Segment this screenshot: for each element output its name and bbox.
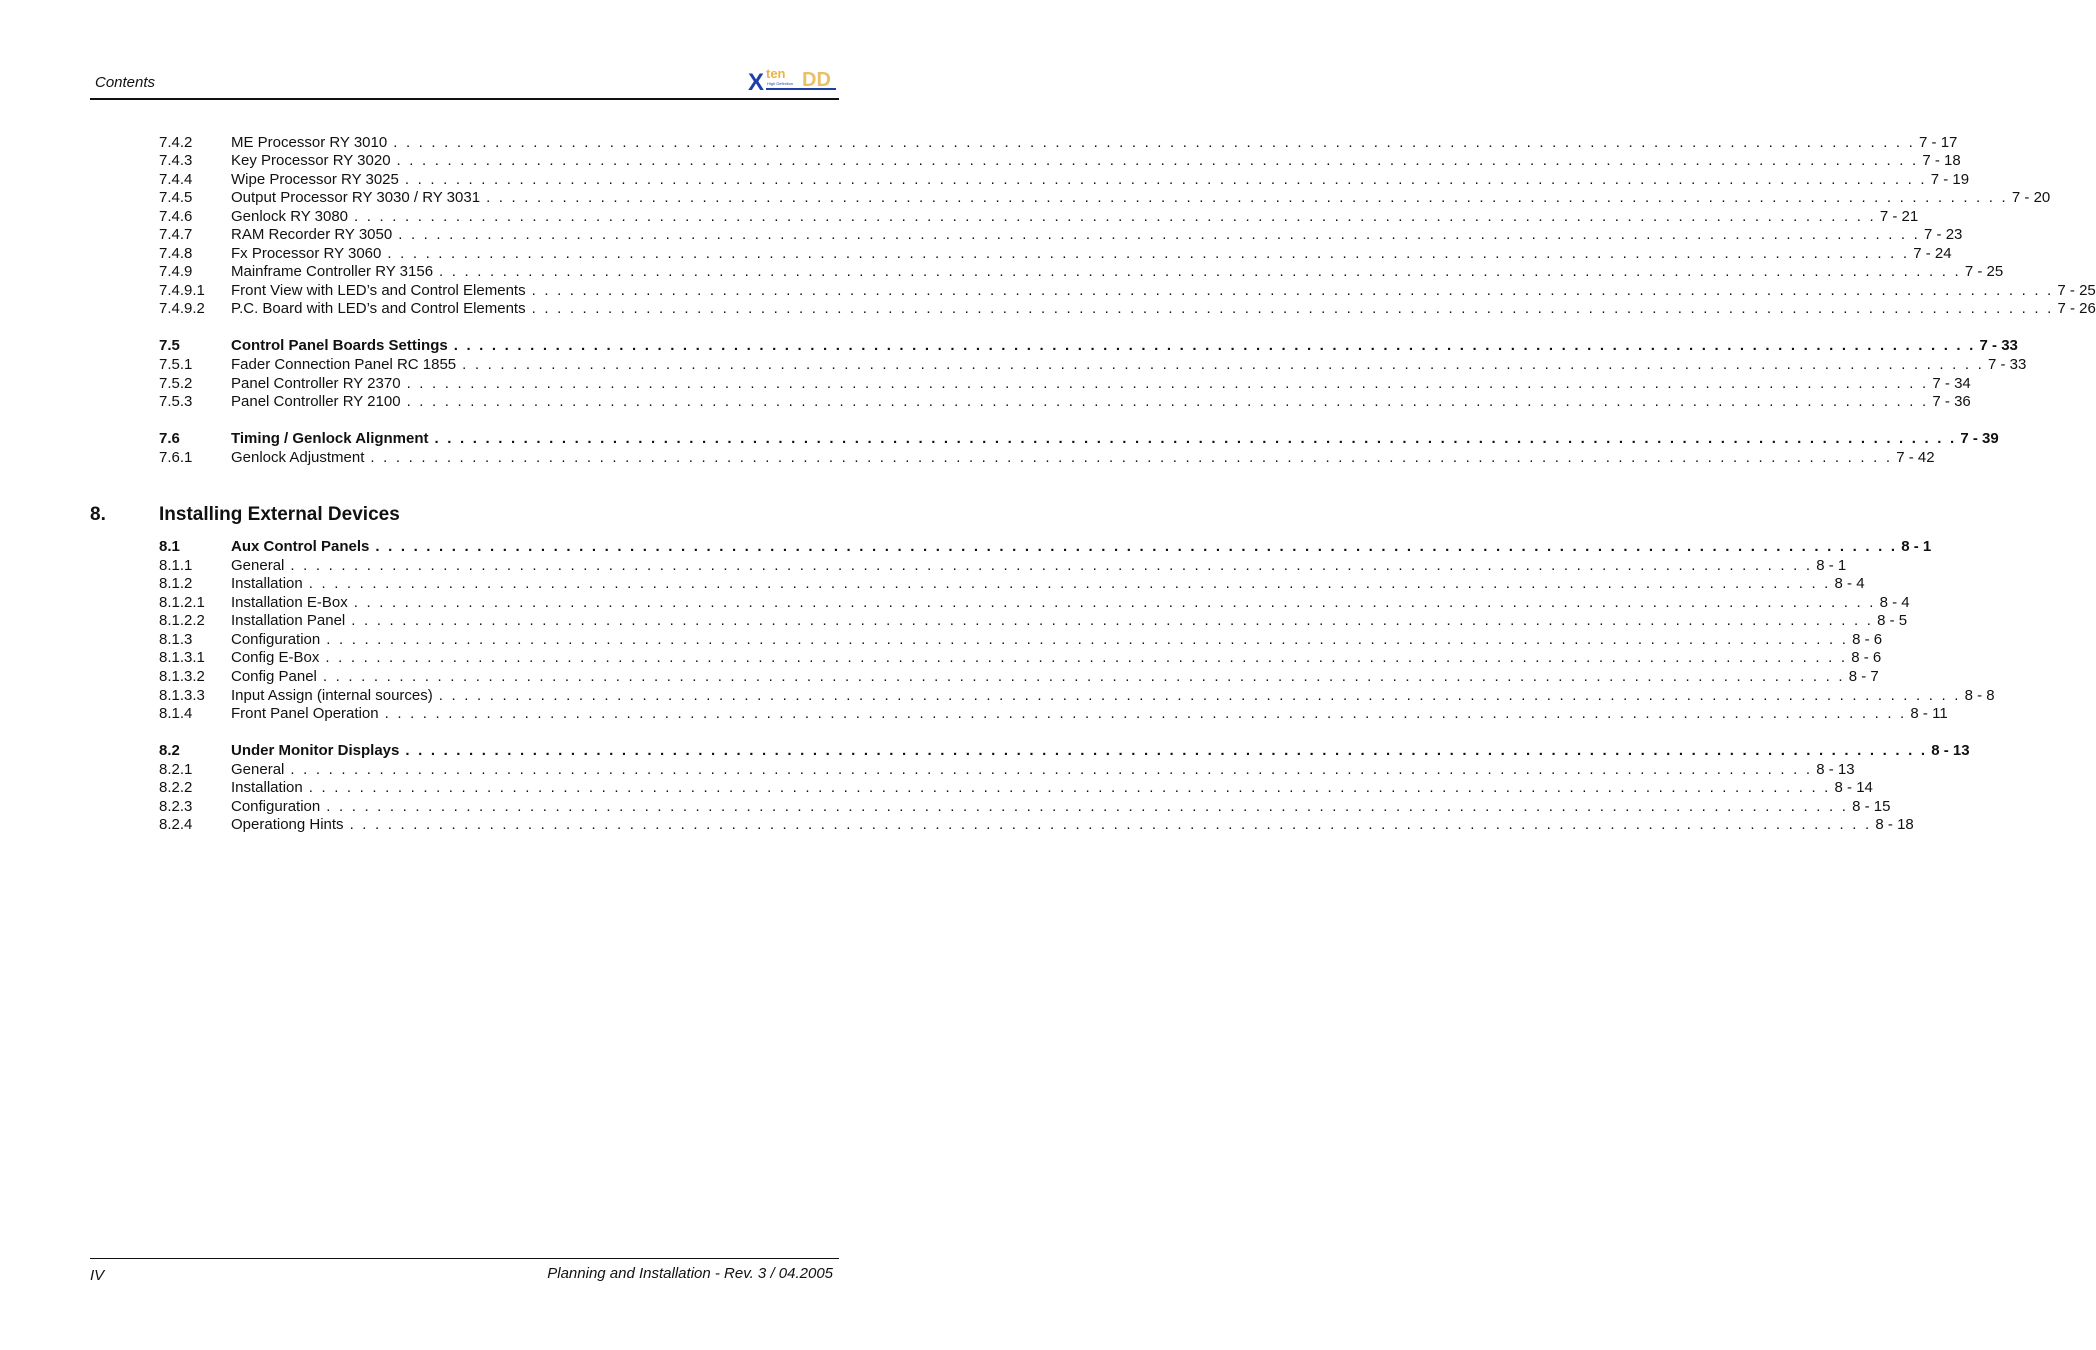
toc-entry-number: 7.4.3 bbox=[159, 152, 193, 169]
toc-entry[interactable] bbox=[159, 779, 1873, 797]
toc-entry-title: Config E-Box bbox=[231, 649, 320, 666]
toc-entry-number: 8.2.3 bbox=[159, 798, 193, 815]
toc-entry-number: 7.5.3 bbox=[159, 393, 193, 410]
toc-entry-title: Wipe Processor RY 3025 bbox=[231, 171, 399, 188]
toc-entry[interactable] bbox=[159, 171, 1970, 189]
toc-entry-title: Key Processor RY 3020 bbox=[231, 152, 391, 169]
dot-leader: . . . . . . . . . . . . . . . . . . . . . . . . . . . . . . . . . . . . . . . . . . . . . . . . . . . . . . . . . . . . . . . . . . . . . . . . . . . . . . . . . . . . . . . . . . . . . . . . . . . . . . . . . . . . . . . . . . . . . . . . bbox=[351, 612, 1874, 629]
toc-entry-number: 7.4.5 bbox=[159, 189, 193, 206]
dot-leader: . . . . . . . . . . . . . . . . . . . . . . . . . . . . . . . . . . . . . . . . . . . . . . . . . . . . . . . . . . . . . . . . . . . . . . . . . . . . . . . . . . . . . . . . . . . . . . . . . . . . . . . . . . . . . . . . . . . . . . . . bbox=[325, 649, 1848, 666]
toc-entry-title: Front View with LED’s and Control Elements bbox=[231, 282, 526, 299]
dot-leader: . . . . . . . . . . . . . . . . . . . . . . . . . . . . . . . . . . . . . . . . . . . . . . . . . . . . . . . . . . . . . . . . . . . . . . . . . . . . . . . . . . . . . . . . . . . . . . . . . . . . . . . . . . . . . . . . . . . . . . . . bbox=[349, 816, 1872, 833]
toc-entry-number: 7.4.6 bbox=[159, 208, 193, 225]
toc-entry-number: 8.1.3 bbox=[159, 631, 193, 648]
toc-entry-number: 8.2.1 bbox=[159, 761, 193, 778]
toc-entry-title: Fx Processor RY 3060 bbox=[231, 245, 382, 262]
toc-entry[interactable] bbox=[159, 668, 1879, 686]
toc-entry[interactable] bbox=[159, 594, 1910, 612]
toc-entry[interactable] bbox=[159, 449, 1935, 467]
toc-entry-page: 8 - 7 bbox=[1848, 668, 1879, 685]
chapter-title: Installing External Devices bbox=[159, 504, 400, 525]
toc-entry-title: Panel Controller RY 2370 bbox=[231, 375, 401, 392]
dot-leader: . . . . . . . . . . . . . . . . . . . . . . . . . . . . . . . . . . . . . . . . . . . . . . . . . . . . . . . . . . . . . . . . . . . . . . . . . . . . . . . . . . . . . . . . . . . . . . . . . . . . . . . . . . . . . . . . . . . . . . . . bbox=[326, 631, 1849, 648]
toc-entry[interactable] bbox=[159, 189, 2051, 207]
footer-page-number: IV bbox=[90, 1267, 105, 1284]
toc-entry-title: Panel Controller RY 2100 bbox=[231, 393, 401, 410]
toc-entry[interactable] bbox=[159, 649, 1882, 667]
toc-entry-page: 8 - 13 bbox=[1816, 761, 1855, 778]
toc-entry-title: Config Panel bbox=[231, 668, 317, 685]
toc-entry-page: 7 - 23 bbox=[1924, 226, 1963, 243]
toc-entry-title: Genlock RY 3080 bbox=[231, 208, 349, 225]
svg-text:DD: DD bbox=[802, 69, 831, 91]
toc-entry[interactable] bbox=[159, 152, 1961, 170]
toc-entry[interactable] bbox=[159, 430, 1999, 448]
toc-entry-page: 7 - 42 bbox=[1896, 449, 1935, 466]
toc-entry-title: Fader Connection Panel RC 1855 bbox=[231, 356, 457, 373]
dot-leader: . . . . . . . . . . . . . . . . . . . . . . . . . . . . . . . . . . . . . . . . . . . . . . . . . . . . . . . . . . . . . . . . . . . . . . . . . . . . . . . . . . . . . . . . . . . . . . . . . . . . . . . . . . . . . . . . . . . . . . . . bbox=[439, 263, 1961, 280]
dot-leader: . . . . . . . . . . . . . . . . . . . . . . . . . . . . . . . . . . . . . . . . . . . . . . . . . . . . . . . . . . . . . . . . . . . . . . . . . . . . . . . . . . . . . . . . . . . . . . . . . . . . . . . . . . . . . . . . . . . . . . . . bbox=[393, 134, 1916, 151]
toc-entry-title: Installation E-Box bbox=[231, 594, 348, 611]
dot-leader: . . . . . . . . . . . . . . . . . . . . . . . . . . . . . . . . . . . . . . . . . . . . . . . . . . . . . . . . . . . . . . . . . . . . . . . . . . . . . . . . . . . . . . . . . . . . . . . . . . . . . . . . . . . . . . . . . . . . . . . . bbox=[384, 705, 1907, 722]
toc-entry-title: Timing / Genlock Alignment bbox=[231, 430, 429, 447]
toc-entry-page: 8 - 11 bbox=[1910, 705, 1948, 722]
toc-entry-page: 8 - 18 bbox=[1875, 816, 1914, 833]
toc-entry-page: 7 - 39 bbox=[1960, 430, 1999, 447]
toc-entry-number: 7.5.2 bbox=[159, 375, 193, 392]
toc-entry[interactable] bbox=[159, 761, 1855, 779]
dot-leader: . . . . . . . . . . . . . . . . . . . . . . . . . . . . . . . . . . . . . . . . . . . . . . . . . . . . . . . . . . . . . . . . . . . . . . . . . . . . . . . . . . . . . . . . . . . . . . . . . . . . . . . . . . . . . . . . . . . . . . . . bbox=[462, 356, 1984, 373]
toc-entry-page: 7 - 26 bbox=[2057, 300, 2096, 317]
toc-entry-page: 7 - 18 bbox=[1922, 152, 1961, 169]
toc-entry[interactable] bbox=[159, 300, 2096, 318]
footer-rule bbox=[90, 1258, 839, 1259]
toc-entry-page: 7 - 25 bbox=[2057, 282, 2096, 299]
toc-entry-number: 7.5.1 bbox=[159, 356, 193, 373]
toc-entry-number: 8.2.2 bbox=[159, 779, 193, 796]
toc-entry-number: 8.1.4 bbox=[159, 705, 193, 722]
toc-entry[interactable] bbox=[159, 337, 2018, 355]
toc-entry[interactable] bbox=[159, 705, 1948, 723]
toc-entry-title: P.C. Board with LED’s and Control Elements bbox=[231, 300, 526, 317]
dot-leader: . . . . . . . . . . . . . . . . . . . . . . . . . . . . . . . . . . . . . . . . . . . . . . . . . . . . . . . . . . . . . . . . . . . . . . . . . . . . . . . . . . . . . . . . . . . . . . . . . . . . . . . . . . . . . . . . . . . . . . . . bbox=[370, 449, 1893, 466]
toc-entry-title: General bbox=[231, 761, 285, 778]
dot-leader: . . . . . . . . . . . . . . . . . . . . . . . . . . . . . . . . . . . . . . . . . . . . . . . . . . . . . . . . . . . . . . . . . . . . . . . . . . . . . . . . . . . . . . . . . . . . . . . . . . . . . . . . . . . . . . . . . . . . . . . . bbox=[406, 393, 1929, 410]
toc-entry-title: Under Monitor Displays bbox=[231, 742, 400, 759]
toc-entry-title: Mainframe Controller RY 3156 bbox=[231, 263, 434, 280]
dot-leader: . . . . . . . . . . . . . . . . . . . . . . . . . . . . . . . . . . . . . . . . . . . . . . . . . . . . . . . . . . . . . . . . . . . . . . . . . . . . . . . . . . . . . . . . . . . . . . . . . . . . . . . . . . . . . . . . . . . . . . . . bbox=[375, 538, 1898, 555]
toc-entry-number: 7.4.8 bbox=[159, 245, 193, 262]
toc-entry-number: 7.4.4 bbox=[159, 171, 193, 188]
chapter-number: 8. bbox=[90, 504, 106, 525]
toc-entry-title: Configuration bbox=[231, 631, 321, 648]
toc-entry-title: Aux Control Panels bbox=[231, 538, 370, 555]
toc-entry-page: 7 - 34 bbox=[1932, 375, 1971, 392]
toc-entry-title: Front Panel Operation bbox=[231, 705, 379, 722]
dot-leader: . . . . . . . . . . . . . . . . . . . . . . . . . . . . . . . . . . . . . . . . . . . . . . . . . . . . . . . . . . . . . . . . . . . . . . . . . . . . . . . . . . . . . . . . . . . . . . . . . . . . . . . . . . . . . . . . . . . . . . . . bbox=[531, 300, 2054, 317]
toc-entry-title: Installation bbox=[231, 779, 303, 796]
toc-entry-number: 8.2.4 bbox=[159, 816, 193, 833]
toc-entry[interactable] bbox=[159, 575, 1865, 593]
toc-entry-title: ME Processor RY 3010 bbox=[231, 134, 388, 151]
xtendd-logo bbox=[746, 66, 838, 94]
dot-leader: . . . . . . . . . . . . . . . . . . . . . . . . . . . . . . . . . . . . . . . . . . . . . . . . . . . . . . . . . . . . . . . . . . . . . . . . . . . . . . . . . . . . . . . . . . . . . . . . . . . . . . . . . . . . . . . . . . . . . . . . bbox=[290, 761, 1813, 778]
toc-entry-title: Installation bbox=[231, 575, 303, 592]
svg-text:High Definition: High Definition bbox=[767, 81, 794, 86]
toc-entry[interactable] bbox=[159, 393, 1971, 411]
toc-entry-number: 7.6 bbox=[159, 430, 180, 447]
toc-entry-page: 8 - 6 bbox=[1852, 631, 1883, 648]
toc-entry-title: Operationg Hints bbox=[231, 816, 344, 833]
svg-text:X: X bbox=[748, 69, 765, 96]
toc-entry[interactable] bbox=[159, 375, 1971, 393]
toc-entry-number: 8.1.3.2 bbox=[159, 668, 205, 685]
toc-entry[interactable] bbox=[159, 208, 1919, 226]
dot-leader: . . . . . . . . . . . . . . . . . . . . . . . . . . . . . . . . . . . . . . . . . . . . . . . . . . . . . . . . . . . . . . . . . . . . . . . . . . . . . . . . . . . . . . . . . . . . . . . . . . . . . . . . . . . . . . . . . . . . . . . . bbox=[398, 226, 1921, 243]
toc-entry[interactable] bbox=[159, 687, 1995, 705]
dot-leader: . . . . . . . . . . . . . . . . . . . . . . . . . . . . . . . . . . . . . . . . . . . . . . . . . . . . . . . . . . . . . . . . . . . . . . . . . . . . . . . . . . . . . . . . . . . . . . . . . . . . . . . . . . . . . . . . . . . . . . . . bbox=[308, 575, 1831, 592]
toc-entry-page: 8 - 1 bbox=[1816, 557, 1847, 574]
toc-entry-page: 8 - 13 bbox=[1931, 742, 1970, 759]
toc-entry-number: 8.1.3.1 bbox=[159, 649, 205, 666]
dot-leader: . . . . . . . . . . . . . . . . . . . . . . . . . . . . . . . . . . . . . . . . . . . . . . . . . . . . . . . . . . . . . . . . . . . . . . . . . . . . . . . . . . . . . . . . . . . . . . . . . . . . . . . . . . . . . . . . . . . . . . . . bbox=[354, 208, 1876, 225]
toc-entry-title: General bbox=[231, 557, 285, 574]
toc-entry-number: 7.6.1 bbox=[159, 449, 193, 466]
toc-entry-number: 8.1.2.2 bbox=[159, 612, 205, 629]
toc-entry-page: 8 - 8 bbox=[1964, 687, 1995, 704]
toc-entry[interactable] bbox=[159, 557, 1847, 575]
dot-leader: . . . . . . . . . . . . . . . . . . . . . . . . . . . . . . . . . . . . . . . . . . . . . . . . . . . . . . . . . . . . . . . . . . . . . . . . . . . . . . . . . . . . . . . . . . . . . . . . . . . . . . . . . . . . . . . . . . . . . . . . bbox=[434, 430, 1957, 447]
dot-leader: . . . . . . . . . . . . . . . . . . . . . . . . . . . . . . . . . . . . . . . . . . . . . . . . . . . . . . . . . . . . . . . . . . . . . . . . . . . . . . . . . . . . . . . . . . . . . . . . . . . . . . . . . . . . . . . . . . . . . . . . bbox=[531, 282, 2054, 299]
dot-leader: . . . . . . . . . . . . . . . . . . . . . . . . . . . . . . . . . . . . . . . . . . . . . . . . . . . . . . . . . . . . . . . . . . . . . . . . . . . . . . . . . . . . . . . . . . . . . . . . . . . . . . . . . . . . . . . . . . . . . . . . bbox=[453, 337, 1976, 354]
dot-leader: . . . . . . . . . . . . . . . . . . . . . . . . . . . . . . . . . . . . . . . . . . . . . . . . . . . . . . . . . . . . . . . . . . . . . . . . . . . . . . . . . . . . . . . . . . . . . . . . . . . . . . . . . . . . . . . . . . . . . . . . bbox=[290, 557, 1813, 574]
toc-entry-page: 8 - 14 bbox=[1834, 779, 1873, 796]
toc-entry-page: 8 - 6 bbox=[1851, 649, 1882, 666]
toc-entry-page: 7 - 21 bbox=[1879, 208, 1919, 225]
dot-leader: . . . . . . . . . . . . . . . . . . . . . . . . . . . . . . . . . . . . . . . . . . . . . . . . . . . . . . . . . . . . . . . . . . . . . . . . . . . . . . . . . . . . . . . . . . . . . . . . . . . . . . . . . . . . . . . . . . . . . . . . bbox=[396, 152, 1919, 169]
toc-entry[interactable] bbox=[159, 356, 2027, 374]
toc-entry[interactable] bbox=[159, 798, 1891, 816]
toc-entry-title: Output Processor RY 3030 / RY 3031 bbox=[231, 189, 481, 206]
toc-entry[interactable] bbox=[159, 282, 2096, 300]
dot-leader: . . . . . . . . . . . . . . . . . . . . . . . . . . . . . . . . . . . . . . . . . . . . . . . . . . . . . . . . . . . . . . . . . . . . . . . . . . . . . . . . . . . . . . . . . . . . . . . . . . . . . . . . . . . . . . . . . . . . . . . . bbox=[322, 668, 1845, 685]
toc-entry-page: 8 - 5 bbox=[1877, 612, 1908, 629]
toc-entry-page: 8 - 1 bbox=[1901, 538, 1932, 555]
footer-document-info: Planning and Installation - Rev. 3 / 04.2005 bbox=[547, 1265, 833, 1282]
toc-entry-number: 8.1.1 bbox=[159, 557, 193, 574]
toc-entry-title: Configuration bbox=[231, 798, 321, 815]
toc-entry-page: 8 - 15 bbox=[1852, 798, 1891, 815]
toc-entry-page: 7 - 36 bbox=[1932, 393, 1971, 410]
toc-entry-title: Control Panel Boards Settings bbox=[231, 337, 448, 354]
toc-entry-number: 8.2 bbox=[159, 742, 180, 759]
toc-entry[interactable] bbox=[159, 612, 1908, 630]
dot-leader: . . . . . . . . . . . . . . . . . . . . . . . . . . . . . . . . . . . . . . . . . . . . . . . . . . . . . . . . . . . . . . . . . . . . . . . . . . . . . . . . . . . . . . . . . . . . . . . . . . . . . . . . . . . . . . . . . . . . . . . . bbox=[308, 779, 1831, 796]
toc-entry-page: 7 - 20 bbox=[2011, 189, 2051, 206]
toc-entry-number: 8.1.2 bbox=[159, 575, 193, 592]
dot-leader: . . . . . . . . . . . . . . . . . . . . . . . . . . . . . . . . . . . . . . . . . . . . . . . . . . . . . . . . . . . . . . . . . . . . . . . . . . . . . . . . . . . . . . . . . . . . . . . . . . . . . . . . . . . . . . . . . . . . . . . . bbox=[326, 798, 1849, 815]
dot-leader: . . . . . . . . . . . . . . . . . . . . . . . . . . . . . . . . . . . . . . . . . . . . . . . . . . . . . . . . . . . . . . . . . . . . . . . . . . . . . . . . . . . . . . . . . . . . . . . . . . . . . . . . . . . . . . . . . . . . . . . . bbox=[404, 171, 1927, 188]
toc-entry-number: 8.1.2.1 bbox=[159, 594, 205, 611]
toc-entry-number: 7.4.9.1 bbox=[159, 282, 205, 299]
toc-entry[interactable] bbox=[159, 245, 1952, 263]
toc-entry-number: 8.1 bbox=[159, 538, 180, 555]
toc-entry-title: Installation Panel bbox=[231, 612, 346, 629]
dot-leader: . . . . . . . . . . . . . . . . . . . . . . . . . . . . . . . . . . . . . . . . . . . . . . . . . . . . . . . . . . . . . . . . . . . . . . . . . . . . . . . . . . . . . . . . . . . . . . . . . . . . . . . . . . . . . . . . . . . . . . . . bbox=[486, 189, 2008, 206]
toc-entry-number: 7.5 bbox=[159, 337, 180, 354]
dot-leader: . . . . . . . . . . . . . . . . . . . . . . . . . . . . . . . . . . . . . . . . . . . . . . . . . . . . . . . . . . . . . . . . . . . . . . . . . . . . . . . . . . . . . . . . . . . . . . . . . . . . . . . . . . . . . . . . . . . . . . . . bbox=[405, 742, 1928, 759]
toc-entry[interactable] bbox=[159, 742, 1970, 760]
toc-entry[interactable] bbox=[159, 134, 1958, 152]
toc-entry[interactable] bbox=[159, 631, 1883, 649]
toc-entry-number: 7.4.9.2 bbox=[159, 300, 205, 317]
toc-entry-page: 8 - 4 bbox=[1834, 575, 1865, 592]
header-rule bbox=[90, 98, 839, 100]
toc-entry[interactable] bbox=[159, 538, 1932, 556]
dot-leader: . . . . . . . . . . . . . . . . . . . . . . . . . . . . . . . . . . . . . . . . . . . . . . . . . . . . . . . . . . . . . . . . . . . . . . . . . . . . . . . . . . . . . . . . . . . . . . . . . . . . . . . . . . . . . . . . . . . . . . . . bbox=[353, 594, 1876, 611]
toc-entry-page: 7 - 25 bbox=[1964, 263, 2004, 280]
toc-entry[interactable] bbox=[159, 226, 1963, 244]
toc-entry-page: 7 - 24 bbox=[1913, 245, 1952, 262]
toc-entry[interactable] bbox=[159, 816, 1914, 834]
toc-entry-title: Input Assign (internal sources) bbox=[231, 687, 433, 704]
toc-entry-page: 7 - 33 bbox=[1979, 337, 2018, 354]
dot-leader: . . . . . . . . . . . . . . . . . . . . . . . . . . . . . . . . . . . . . . . . . . . . . . . . . . . . . . . . . . . . . . . . . . . . . . . . . . . . . . . . . . . . . . . . . . . . . . . . . . . . . . . . . . . . . . . . . . . . . . . . bbox=[438, 687, 1961, 704]
toc-entry-page: 7 - 33 bbox=[1987, 356, 2027, 373]
svg-text:ten: ten bbox=[766, 66, 786, 81]
toc-entry-number: 7.4.9 bbox=[159, 263, 193, 280]
dot-leader: . . . . . . . . . . . . . . . . . . . . . . . . . . . . . . . . . . . . . . . . . . . . . . . . . . . . . . . . . . . . . . . . . . . . . . . . . . . . . . . . . . . . . . . . . . . . . . . . . . . . . . . . . . . . . . . . . . . . . . . . bbox=[387, 245, 1910, 262]
toc-entry[interactable] bbox=[159, 263, 2004, 281]
toc-entry-number: 8.1.3.3 bbox=[159, 687, 205, 704]
toc-entry-number: 7.4.7 bbox=[159, 226, 193, 243]
chapter-heading[interactable] bbox=[90, 503, 790, 527]
toc-entry-page: 7 - 19 bbox=[1930, 171, 1970, 188]
toc-entry-number: 7.4.2 bbox=[159, 134, 193, 151]
toc-entry-title: RAM Recorder RY 3050 bbox=[231, 226, 393, 243]
toc-entry-title: Genlock Adjustment bbox=[231, 449, 365, 466]
dot-leader: . . . . . . . . . . . . . . . . . . . . . . . . . . . . . . . . . . . . . . . . . . . . . . . . . . . . . . . . . . . . . . . . . . . . . . . . . . . . . . . . . . . . . . . . . . . . . . . . . . . . . . . . . . . . . . . . . . . . . . . . bbox=[406, 375, 1929, 392]
page-header-title: Contents bbox=[95, 74, 156, 91]
toc-entry-page: 8 - 4 bbox=[1879, 594, 1910, 611]
toc-entry-page: 7 - 17 bbox=[1919, 134, 1958, 151]
